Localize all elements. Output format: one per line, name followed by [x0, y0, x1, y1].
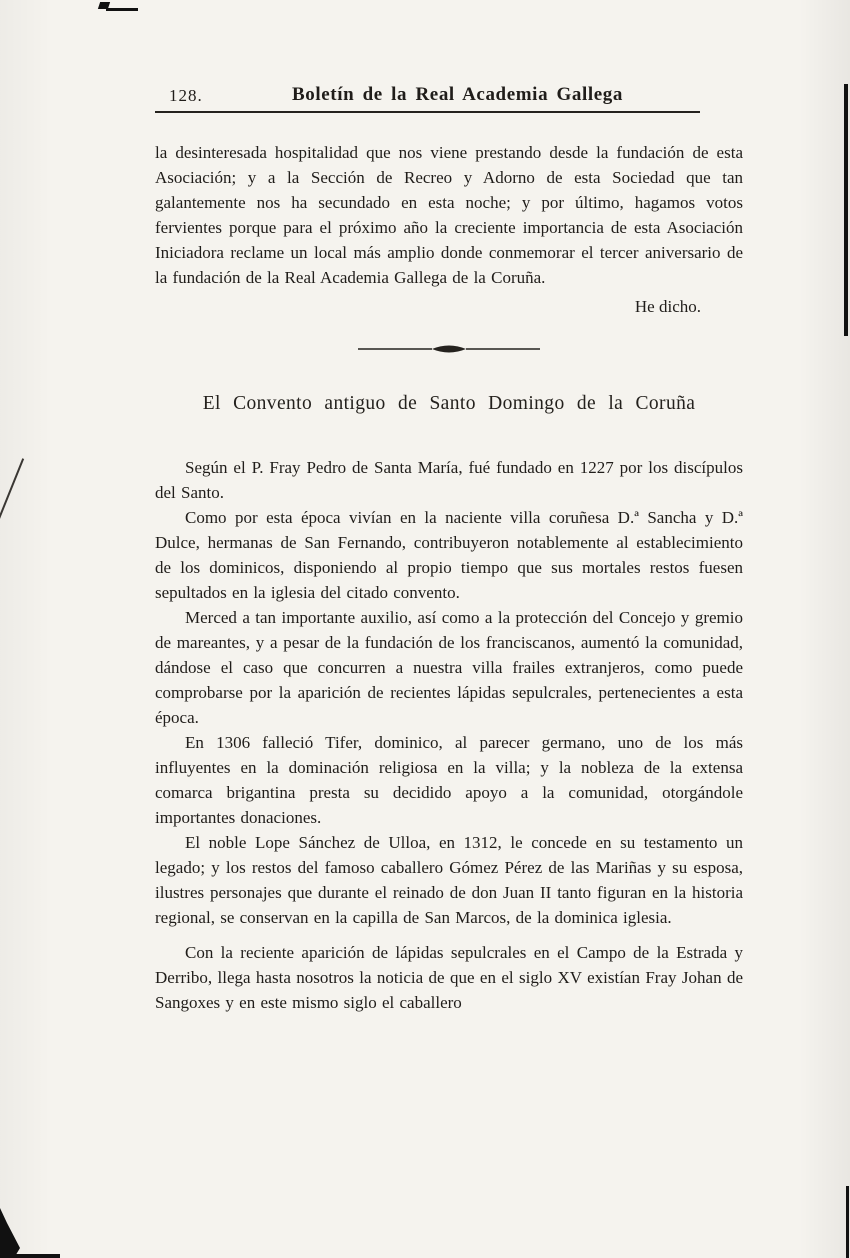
- article-body: [155, 455, 743, 1015]
- divider-ornament-icon: [354, 343, 544, 355]
- closing-paragraph: la desinteresada hospitalidad que nos viene prestando desde la fundación de esta Asociación; y a la Sección de Recreo y Adorno de esta Sociedad que tan galantemente nos ha secundado en esta noche; y por último, hagamos votos fervientes porque para el próximo año la creciente importancia de esta Asociación Iniciadora reclame un local más amplio donde conmemorar el tercer aniversario de la fundación de la Real Academia Gallega de la Coruña.: [155, 143, 743, 287]
- scan-artifact-bottom-left-blob: [0, 1208, 20, 1258]
- article-paragraph: Con la reciente aparición de lápidas sepulcrales en el Campo de la Estrada y Derribo, llega hasta nosotros la noticia de que en el siglo XV existían Fray Johan de Sangoxes y en este mismo siglo el caballero: [155, 943, 743, 1012]
- page-number: 128.: [169, 86, 203, 105]
- article-paragraph: El noble Lope Sánchez de Ulloa, en 1312, le concede en su testamento un legado; y los restos del famoso caballero Gómez Pérez de las Mariñas y su esposa, ilustres personajes que durante el reinado de don Juan II tanto figuran en la historia regional, se conservan en la capilla de San Marcos, de la dominica iglesia.: [155, 833, 743, 927]
- article-paragraph: Según el P. Fray Pedro de Santa María, fué fundado en 1227 por los discípulos del Santo.: [155, 458, 743, 502]
- scan-artifact-right-edge-bottom: [846, 1186, 849, 1258]
- closing-signature: He dicho.: [634, 297, 701, 316]
- section-divider: [354, 343, 544, 355]
- page-content: [155, 82, 743, 1015]
- scan-artifact-top-left-dash: [106, 8, 138, 11]
- scan-artifact-diagonal-stroke: [0, 458, 24, 531]
- article-paragraph: Merced a tan importante auxilio, así como a la protección del Concejo y gremio de mareantes, y a pesar de la fundación de los franciscanos, aumentó la comunidad, dándose el caso que concurren a nuestra villa frailes extranjeros, como puede comprobarse por la aparición de recientes lápidas sepulcrales, pertenecientes a esta época.: [155, 608, 743, 727]
- journal-title: Boletín de la Real Academia Gallega: [291, 84, 623, 105]
- header-rule: [155, 111, 700, 113]
- running-header: [155, 82, 700, 108]
- scan-artifact-right-edge-top: [844, 84, 848, 336]
- scan-artifact-bottom-edge: [0, 1254, 60, 1258]
- article-title: El Convento antiguo de Santo Domingo de la Coruña: [202, 393, 696, 414]
- article-paragraph: En 1306 falleció Tifer, dominico, al parecer germano, uno de los más influyentes en la dominación religiosa en la villa; y la nobleza de la extensa comarca brigantina presta su decidido apoyo a la comunidad, otorgándole importantes donaciones.: [155, 733, 743, 827]
- article-paragraph: Como por esta época vivían en la naciente villa coruñesa D.ª Sancha y D.ª Dulce, hermanas de San Fernando, contribuyeron notablemente al establecimiento de los dominicos, disponiendo al propio tiempo que sus mortales restos fuesen sepultados en la iglesia del citado convento.: [155, 508, 743, 602]
